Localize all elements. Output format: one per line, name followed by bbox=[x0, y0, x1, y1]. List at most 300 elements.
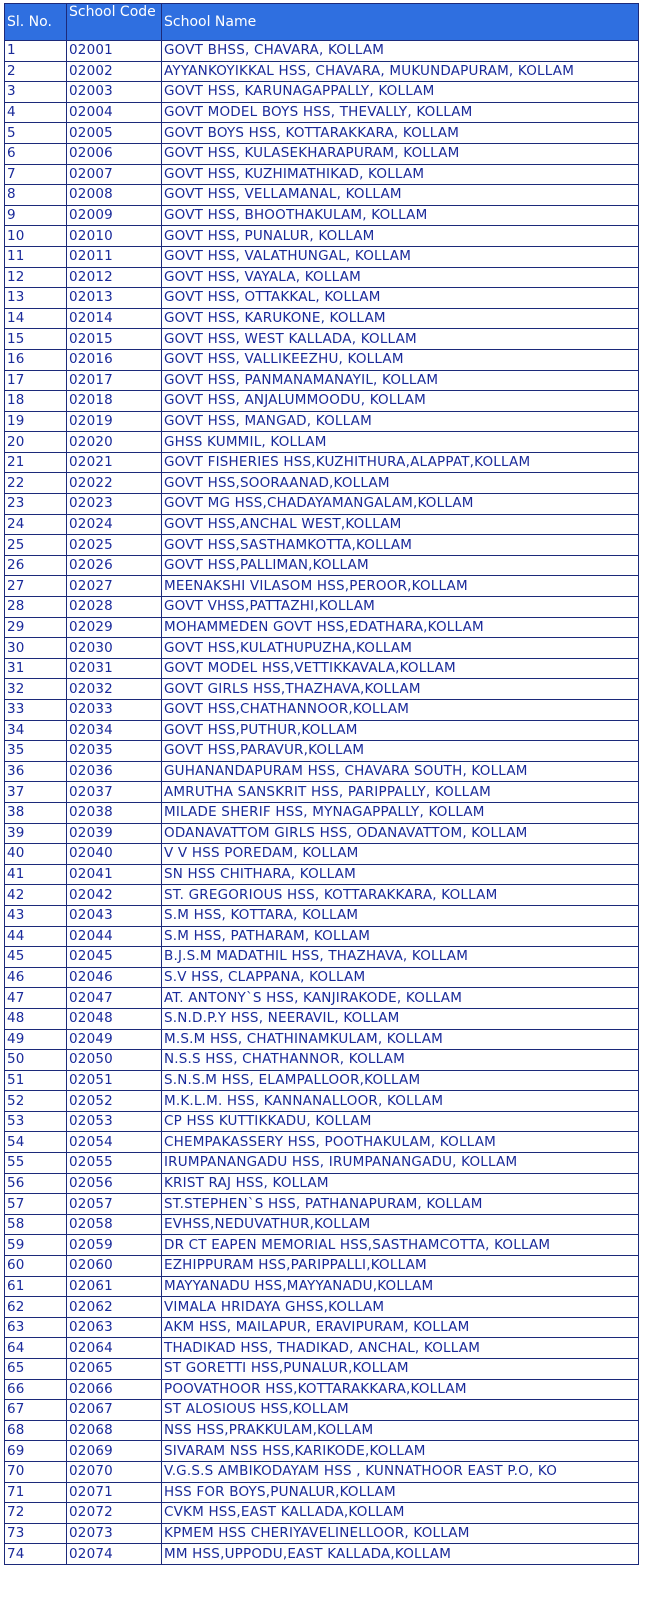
cell-school-code: 02047 bbox=[67, 988, 162, 1009]
table-row bbox=[5, 226, 639, 247]
cell-sl-no: 35 bbox=[5, 741, 67, 762]
table-row bbox=[5, 988, 639, 1009]
cell-sl-no: 4 bbox=[5, 102, 67, 123]
cell-school-code: 02074 bbox=[67, 1544, 162, 1565]
table-row bbox=[5, 473, 639, 494]
table-row bbox=[5, 41, 639, 62]
cell-school-name: GOVT MG HSS,CHADAYAMANGALAM,KOLLAM bbox=[162, 494, 639, 515]
table-row bbox=[5, 761, 639, 782]
cell-school-name: GOVT HSS,PALLIMAN,KOLLAM bbox=[162, 555, 639, 576]
table-row bbox=[5, 143, 639, 164]
cell-school-name: MOHAMMEDEN GOVT HSS,EDATHARA,KOLLAM bbox=[162, 617, 639, 638]
cell-school-code: 02032 bbox=[67, 679, 162, 700]
table-row bbox=[5, 164, 639, 185]
table-row bbox=[5, 267, 639, 288]
table-row bbox=[5, 700, 639, 721]
table-row bbox=[5, 308, 639, 329]
cell-school-name: GOVT HSS, PANMANAMANAYIL, KOLLAM bbox=[162, 370, 639, 391]
cell-school-code: 02016 bbox=[67, 349, 162, 370]
cell-sl-no: 65 bbox=[5, 1359, 67, 1380]
cell-sl-no: 23 bbox=[5, 494, 67, 515]
table-row bbox=[5, 1111, 639, 1132]
table-body bbox=[5, 41, 639, 1565]
cell-school-name: N.S.S HSS, CHATHANNOR, KOLLAM bbox=[162, 1050, 639, 1071]
cell-school-name: IRUMPANANGADU HSS, IRUMPANANGADU, KOLLAM bbox=[162, 1153, 639, 1174]
cell-sl-no: 37 bbox=[5, 782, 67, 803]
cell-sl-no: 6 bbox=[5, 143, 67, 164]
header-sl-no: Sl. No. bbox=[5, 4, 67, 41]
cell-sl-no: 16 bbox=[5, 349, 67, 370]
cell-school-code: 02028 bbox=[67, 597, 162, 618]
cell-school-code: 02071 bbox=[67, 1482, 162, 1503]
table-row bbox=[5, 1503, 639, 1524]
cell-school-code: 02009 bbox=[67, 205, 162, 226]
table-row bbox=[5, 1194, 639, 1215]
cell-school-code: 02061 bbox=[67, 1276, 162, 1297]
cell-school-name: GOVT HSS, VAYALA, KOLLAM bbox=[162, 267, 639, 288]
cell-school-name: ODANAVATTOM GIRLS HSS, ODANAVATTOM, KOLLAM bbox=[162, 823, 639, 844]
table-row bbox=[5, 844, 639, 865]
cell-sl-no: 24 bbox=[5, 514, 67, 535]
cell-school-code: 02033 bbox=[67, 700, 162, 721]
cell-sl-no: 32 bbox=[5, 679, 67, 700]
cell-school-name: CVKM HSS,EAST KALLADA,KOLLAM bbox=[162, 1503, 639, 1524]
table-row bbox=[5, 658, 639, 679]
cell-school-code: 02027 bbox=[67, 576, 162, 597]
table-row bbox=[5, 494, 639, 515]
cell-sl-no: 53 bbox=[5, 1111, 67, 1132]
table-row bbox=[5, 1235, 639, 1256]
cell-school-code: 02004 bbox=[67, 102, 162, 123]
cell-sl-no: 19 bbox=[5, 411, 67, 432]
cell-school-code: 02019 bbox=[67, 411, 162, 432]
table-row bbox=[5, 1132, 639, 1153]
table-row bbox=[5, 1400, 639, 1421]
cell-school-name: GOVT HSS, ANJALUMMOODU, KOLLAM bbox=[162, 391, 639, 412]
cell-school-code: 02067 bbox=[67, 1400, 162, 1421]
cell-school-code: 02062 bbox=[67, 1297, 162, 1318]
cell-school-name: SIVARAM NSS HSS,KARIKODE,KOLLAM bbox=[162, 1441, 639, 1462]
cell-school-code: 02065 bbox=[67, 1359, 162, 1380]
cell-sl-no: 62 bbox=[5, 1297, 67, 1318]
cell-school-name: CP HSS KUTTIKKADU, KOLLAM bbox=[162, 1111, 639, 1132]
cell-school-code: 02007 bbox=[67, 164, 162, 185]
cell-school-name: THADIKAD HSS, THADIKAD, ANCHAL, KOLLAM bbox=[162, 1338, 639, 1359]
cell-school-name: GOVT HSS,SASTHAMKOTTA,KOLLAM bbox=[162, 535, 639, 556]
cell-school-code: 02073 bbox=[67, 1523, 162, 1544]
cell-school-code: 02055 bbox=[67, 1153, 162, 1174]
cell-school-name: VIMALA HRIDAYA GHSS,KOLLAM bbox=[162, 1297, 639, 1318]
cell-school-name: NSS HSS,PRAKKULAM,KOLLAM bbox=[162, 1420, 639, 1441]
cell-sl-no: 74 bbox=[5, 1544, 67, 1565]
cell-school-code: 02029 bbox=[67, 617, 162, 638]
table-row bbox=[5, 782, 639, 803]
cell-school-code: 02066 bbox=[67, 1379, 162, 1400]
cell-school-name: S.M HSS, KOTTARA, KOLLAM bbox=[162, 905, 639, 926]
cell-school-name: SN HSS CHITHARA, KOLLAM bbox=[162, 864, 639, 885]
table-row bbox=[5, 617, 639, 638]
table-row bbox=[5, 1050, 639, 1071]
cell-sl-no: 45 bbox=[5, 947, 67, 968]
table-row bbox=[5, 1461, 639, 1482]
cell-school-name: S.N.D.P.Y HSS, NEERAVIL, KOLLAM bbox=[162, 1008, 639, 1029]
cell-school-code: 02063 bbox=[67, 1317, 162, 1338]
cell-school-name: GOVT FISHERIES HSS,KUZHITHURA,ALAPPAT,KOLLAM bbox=[162, 452, 639, 473]
table-row bbox=[5, 802, 639, 823]
cell-school-code: 02030 bbox=[67, 638, 162, 659]
cell-sl-no: 71 bbox=[5, 1482, 67, 1503]
cell-sl-no: 58 bbox=[5, 1214, 67, 1235]
cell-school-code: 02034 bbox=[67, 720, 162, 741]
table-row bbox=[5, 679, 639, 700]
cell-sl-no: 48 bbox=[5, 1008, 67, 1029]
cell-school-code: 02022 bbox=[67, 473, 162, 494]
cell-school-name: GOVT HSS,SOORAANAD,KOLLAM bbox=[162, 473, 639, 494]
cell-sl-no: 26 bbox=[5, 555, 67, 576]
cell-sl-no: 43 bbox=[5, 905, 67, 926]
table-row bbox=[5, 1482, 639, 1503]
table-header bbox=[5, 4, 639, 41]
cell-school-name: AYYANKOYIKKAL HSS, CHAVARA, MUKUNDAPURAM, KOLLAM bbox=[162, 61, 639, 82]
cell-school-name: EVHSS,NEDUVATHUR,KOLLAM bbox=[162, 1214, 639, 1235]
cell-sl-no: 15 bbox=[5, 329, 67, 350]
cell-school-code: 02048 bbox=[67, 1008, 162, 1029]
cell-school-name: GOVT HSS, MANGAD, KOLLAM bbox=[162, 411, 639, 432]
cell-school-name: DR CT EAPEN MEMORIAL HSS,SASTHAMCOTTA, KOLLAM bbox=[162, 1235, 639, 1256]
cell-school-name: GOVT HSS, VALATHUNGAL, KOLLAM bbox=[162, 246, 639, 267]
table-row bbox=[5, 1214, 639, 1235]
cell-school-code: 02046 bbox=[67, 967, 162, 988]
cell-school-code: 02005 bbox=[67, 123, 162, 144]
table-row bbox=[5, 1359, 639, 1380]
cell-sl-no: 11 bbox=[5, 246, 67, 267]
cell-school-name: GOVT HSS, PUNALUR, KOLLAM bbox=[162, 226, 639, 247]
cell-school-code: 02045 bbox=[67, 947, 162, 968]
cell-school-name: GOVT HSS,CHATHANNOOR,KOLLAM bbox=[162, 700, 639, 721]
cell-sl-no: 52 bbox=[5, 1091, 67, 1112]
cell-sl-no: 12 bbox=[5, 267, 67, 288]
cell-sl-no: 41 bbox=[5, 864, 67, 885]
cell-school-code: 02040 bbox=[67, 844, 162, 865]
cell-school-name: GOVT HSS, BHOOTHAKULAM, KOLLAM bbox=[162, 205, 639, 226]
cell-school-name: GOVT HSS, KULASEKHARAPURAM, KOLLAM bbox=[162, 143, 639, 164]
cell-school-name: MAYYANADU HSS,MAYYANADU,KOLLAM bbox=[162, 1276, 639, 1297]
cell-sl-no: 20 bbox=[5, 432, 67, 453]
school-list-table bbox=[4, 3, 639, 1565]
cell-school-code: 02041 bbox=[67, 864, 162, 885]
cell-school-name: GOVT MODEL BOYS HSS, THEVALLY, KOLLAM bbox=[162, 102, 639, 123]
cell-school-code: 02003 bbox=[67, 82, 162, 103]
table-row bbox=[5, 1420, 639, 1441]
cell-sl-no: 55 bbox=[5, 1153, 67, 1174]
cell-school-code: 02060 bbox=[67, 1256, 162, 1277]
cell-sl-no: 10 bbox=[5, 226, 67, 247]
cell-school-code: 02039 bbox=[67, 823, 162, 844]
cell-school-name: POOVATHOOR HSS,KOTTARAKKARA,KOLLAM bbox=[162, 1379, 639, 1400]
cell-sl-no: 64 bbox=[5, 1338, 67, 1359]
cell-sl-no: 40 bbox=[5, 844, 67, 865]
cell-school-name: KPMEM HSS CHERIYAVELINELLOOR, KOLLAM bbox=[162, 1523, 639, 1544]
cell-sl-no: 21 bbox=[5, 452, 67, 473]
table-row bbox=[5, 905, 639, 926]
cell-sl-no: 27 bbox=[5, 576, 67, 597]
table-row bbox=[5, 864, 639, 885]
cell-sl-no: 46 bbox=[5, 967, 67, 988]
table-row bbox=[5, 1276, 639, 1297]
cell-school-code: 02020 bbox=[67, 432, 162, 453]
cell-sl-no: 22 bbox=[5, 473, 67, 494]
cell-sl-no: 17 bbox=[5, 370, 67, 391]
cell-school-name: V.G.S.S AMBIKODAYAM HSS , KUNNATHOOR EAST P.O, KO bbox=[162, 1461, 639, 1482]
table-row bbox=[5, 1338, 639, 1359]
cell-sl-no: 67 bbox=[5, 1400, 67, 1421]
table-row bbox=[5, 349, 639, 370]
cell-school-name: MILADE SHERIF HSS, MYNAGAPPALLY, KOLLAM bbox=[162, 802, 639, 823]
cell-sl-no: 44 bbox=[5, 926, 67, 947]
cell-school-name: HSS FOR BOYS,PUNALUR,KOLLAM bbox=[162, 1482, 639, 1503]
cell-school-code: 02008 bbox=[67, 185, 162, 206]
cell-sl-no: 25 bbox=[5, 535, 67, 556]
table-row bbox=[5, 1008, 639, 1029]
cell-sl-no: 50 bbox=[5, 1050, 67, 1071]
table-row bbox=[5, 288, 639, 309]
table-row bbox=[5, 555, 639, 576]
cell-school-name: ST GORETTI HSS,PUNALUR,KOLLAM bbox=[162, 1359, 639, 1380]
cell-school-name: GOVT BHSS, CHAVARA, KOLLAM bbox=[162, 41, 639, 62]
cell-school-name: GOVT HSS,ANCHAL WEST,KOLLAM bbox=[162, 514, 639, 535]
cell-school-code: 02023 bbox=[67, 494, 162, 515]
cell-school-code: 02054 bbox=[67, 1132, 162, 1153]
table-row bbox=[5, 947, 639, 968]
table-row bbox=[5, 102, 639, 123]
table-row bbox=[5, 1153, 639, 1174]
cell-school-name: ST.STEPHEN`S HSS, PATHANAPURAM, KOLLAM bbox=[162, 1194, 639, 1215]
cell-sl-no: 1 bbox=[5, 41, 67, 62]
cell-sl-no: 39 bbox=[5, 823, 67, 844]
cell-school-code: 02037 bbox=[67, 782, 162, 803]
table-row bbox=[5, 123, 639, 144]
cell-sl-no: 2 bbox=[5, 61, 67, 82]
cell-school-code: 02070 bbox=[67, 1461, 162, 1482]
cell-sl-no: 13 bbox=[5, 288, 67, 309]
table-row bbox=[5, 1544, 639, 1565]
cell-school-code: 02059 bbox=[67, 1235, 162, 1256]
table-row bbox=[5, 1317, 639, 1338]
cell-school-code: 02035 bbox=[67, 741, 162, 762]
cell-sl-no: 5 bbox=[5, 123, 67, 144]
cell-school-name: GOVT HSS,PARAVUR,KOLLAM bbox=[162, 741, 639, 762]
cell-school-name: GOVT HSS, VELLAMANAL, KOLLAM bbox=[162, 185, 639, 206]
cell-school-code: 02051 bbox=[67, 1070, 162, 1091]
table-row bbox=[5, 576, 639, 597]
table-row bbox=[5, 61, 639, 82]
cell-school-code: 02050 bbox=[67, 1050, 162, 1071]
cell-school-name: M.S.M HSS, CHATHINAMKULAM, KOLLAM bbox=[162, 1029, 639, 1050]
cell-school-code: 02018 bbox=[67, 391, 162, 412]
cell-sl-no: 72 bbox=[5, 1503, 67, 1524]
cell-sl-no: 31 bbox=[5, 658, 67, 679]
cell-school-name: EZHIPPURAM HSS,PARIPPALLI,KOLLAM bbox=[162, 1256, 639, 1277]
cell-sl-no: 59 bbox=[5, 1235, 67, 1256]
cell-sl-no: 29 bbox=[5, 617, 67, 638]
table-row bbox=[5, 597, 639, 618]
cell-school-code: 02043 bbox=[67, 905, 162, 926]
cell-sl-no: 42 bbox=[5, 885, 67, 906]
cell-school-code: 02025 bbox=[67, 535, 162, 556]
table-row bbox=[5, 205, 639, 226]
cell-sl-no: 8 bbox=[5, 185, 67, 206]
cell-sl-no: 36 bbox=[5, 761, 67, 782]
cell-sl-no: 49 bbox=[5, 1029, 67, 1050]
cell-school-name: KRIST RAJ HSS, KOLLAM bbox=[162, 1173, 639, 1194]
cell-school-name: AKM HSS, MAILAPUR, ERAVIPURAM, KOLLAM bbox=[162, 1317, 639, 1338]
table-row bbox=[5, 391, 639, 412]
cell-sl-no: 51 bbox=[5, 1070, 67, 1091]
cell-sl-no: 54 bbox=[5, 1132, 67, 1153]
table-row bbox=[5, 82, 639, 103]
table-row bbox=[5, 1297, 639, 1318]
table-row bbox=[5, 823, 639, 844]
table-row bbox=[5, 246, 639, 267]
table-row bbox=[5, 432, 639, 453]
cell-school-code: 02053 bbox=[67, 1111, 162, 1132]
cell-school-code: 02064 bbox=[67, 1338, 162, 1359]
table-row bbox=[5, 885, 639, 906]
cell-sl-no: 38 bbox=[5, 802, 67, 823]
table-row bbox=[5, 638, 639, 659]
cell-school-name: GOVT BOYS HSS, KOTTARAKKARA, KOLLAM bbox=[162, 123, 639, 144]
cell-school-code: 02002 bbox=[67, 61, 162, 82]
cell-sl-no: 34 bbox=[5, 720, 67, 741]
cell-school-name: MM HSS,UPPODU,EAST KALLADA,KOLLAM bbox=[162, 1544, 639, 1565]
cell-sl-no: 63 bbox=[5, 1317, 67, 1338]
cell-school-code: 02044 bbox=[67, 926, 162, 947]
cell-school-code: 02026 bbox=[67, 555, 162, 576]
cell-school-code: 02069 bbox=[67, 1441, 162, 1462]
cell-school-name: GHSS KUMMIL, KOLLAM bbox=[162, 432, 639, 453]
cell-school-name: GOVT HSS, KARUNAGAPPALLY, KOLLAM bbox=[162, 82, 639, 103]
cell-school-code: 02058 bbox=[67, 1214, 162, 1235]
cell-school-code: 02014 bbox=[67, 308, 162, 329]
table-row bbox=[5, 514, 639, 535]
cell-school-code: 02021 bbox=[67, 452, 162, 473]
table-row bbox=[5, 1256, 639, 1277]
cell-school-code: 02031 bbox=[67, 658, 162, 679]
cell-sl-no: 56 bbox=[5, 1173, 67, 1194]
cell-sl-no: 18 bbox=[5, 391, 67, 412]
cell-sl-no: 14 bbox=[5, 308, 67, 329]
cell-school-code: 02056 bbox=[67, 1173, 162, 1194]
cell-school-code: 02049 bbox=[67, 1029, 162, 1050]
cell-sl-no: 33 bbox=[5, 700, 67, 721]
cell-school-code: 02024 bbox=[67, 514, 162, 535]
cell-school-name: V V HSS POREDAM, KOLLAM bbox=[162, 844, 639, 865]
table-row bbox=[5, 329, 639, 350]
table-row bbox=[5, 720, 639, 741]
cell-school-name: GOVT HSS,PUTHUR,KOLLAM bbox=[162, 720, 639, 741]
cell-school-code: 02036 bbox=[67, 761, 162, 782]
cell-school-code: 02052 bbox=[67, 1091, 162, 1112]
cell-school-code: 02010 bbox=[67, 226, 162, 247]
cell-school-name: AMRUTHA SANSKRIT HSS, PARIPPALLY, KOLLAM bbox=[162, 782, 639, 803]
cell-school-name: GOVT HSS, OTTAKKAL, KOLLAM bbox=[162, 288, 639, 309]
table-row bbox=[5, 1029, 639, 1050]
cell-school-name: GOVT HSS,KULATHUPUZHA,KOLLAM bbox=[162, 638, 639, 659]
cell-school-name: GUHANANDAPURAM HSS, CHAVARA SOUTH, KOLLAM bbox=[162, 761, 639, 782]
cell-sl-no: 66 bbox=[5, 1379, 67, 1400]
table-row bbox=[5, 535, 639, 556]
cell-school-code: 02068 bbox=[67, 1420, 162, 1441]
cell-school-code: 02012 bbox=[67, 267, 162, 288]
cell-school-name: GOVT HSS, WEST KALLADA, KOLLAM bbox=[162, 329, 639, 350]
cell-sl-no: 30 bbox=[5, 638, 67, 659]
cell-school-code: 02015 bbox=[67, 329, 162, 350]
cell-sl-no: 70 bbox=[5, 1461, 67, 1482]
cell-school-name: S.M HSS, PATHARAM, KOLLAM bbox=[162, 926, 639, 947]
cell-school-code: 02006 bbox=[67, 143, 162, 164]
cell-sl-no: 60 bbox=[5, 1256, 67, 1277]
cell-school-name: B.J.S.M MADATHIL HSS, THAZHAVA, KOLLAM bbox=[162, 947, 639, 968]
header-school-name: School Name bbox=[162, 4, 639, 41]
cell-school-code: 02011 bbox=[67, 246, 162, 267]
cell-school-name: M.K.L.M. HSS, KANNANALLOOR, KOLLAM bbox=[162, 1091, 639, 1112]
cell-school-code: 02001 bbox=[67, 41, 162, 62]
cell-school-name: GOVT HSS, KUZHIMATHIKAD, KOLLAM bbox=[162, 164, 639, 185]
cell-school-name: AT. ANTONY`S HSS, KANJIRAKODE, KOLLAM bbox=[162, 988, 639, 1009]
cell-school-code: 02038 bbox=[67, 802, 162, 823]
cell-sl-no: 47 bbox=[5, 988, 67, 1009]
table-row bbox=[5, 741, 639, 762]
table-row bbox=[5, 1070, 639, 1091]
cell-sl-no: 61 bbox=[5, 1276, 67, 1297]
cell-sl-no: 68 bbox=[5, 1420, 67, 1441]
cell-school-name: GOVT VHSS,PATTAZHI,KOLLAM bbox=[162, 597, 639, 618]
cell-school-name: GOVT GIRLS HSS,THAZHAVA,KOLLAM bbox=[162, 679, 639, 700]
table-row bbox=[5, 926, 639, 947]
cell-school-name: GOVT HSS, KARUKONE, KOLLAM bbox=[162, 308, 639, 329]
table-row bbox=[5, 1379, 639, 1400]
cell-school-name: S.V HSS, CLAPPANA, KOLLAM bbox=[162, 967, 639, 988]
cell-sl-no: 69 bbox=[5, 1441, 67, 1462]
header-row bbox=[5, 4, 639, 41]
table-row bbox=[5, 1441, 639, 1462]
table-row bbox=[5, 1523, 639, 1544]
cell-school-code: 02042 bbox=[67, 885, 162, 906]
cell-school-name: S.N.S.M HSS, ELAMPALLOOR,KOLLAM bbox=[162, 1070, 639, 1091]
cell-school-name: MEENAKSHI VILASOM HSS,PEROOR,KOLLAM bbox=[162, 576, 639, 597]
cell-school-code: 02017 bbox=[67, 370, 162, 391]
cell-sl-no: 3 bbox=[5, 82, 67, 103]
cell-school-name: ST ALOSIOUS HSS,KOLLAM bbox=[162, 1400, 639, 1421]
cell-school-name: CHEMPAKASSERY HSS, POOTHAKULAM, KOLLAM bbox=[162, 1132, 639, 1153]
cell-school-code: 02057 bbox=[67, 1194, 162, 1215]
table-row bbox=[5, 452, 639, 473]
table-row bbox=[5, 967, 639, 988]
cell-sl-no: 73 bbox=[5, 1523, 67, 1544]
cell-sl-no: 7 bbox=[5, 164, 67, 185]
cell-sl-no: 28 bbox=[5, 597, 67, 618]
table-row bbox=[5, 370, 639, 391]
table-row bbox=[5, 1091, 639, 1112]
cell-school-code: 02013 bbox=[67, 288, 162, 309]
table-row bbox=[5, 411, 639, 432]
table-row bbox=[5, 185, 639, 206]
table-row bbox=[5, 1173, 639, 1194]
cell-school-code: 02072 bbox=[67, 1503, 162, 1524]
header-school-code: School Code bbox=[67, 4, 162, 41]
cell-sl-no: 57 bbox=[5, 1194, 67, 1215]
cell-school-name: GOVT HSS, VALLIKEEZHU, KOLLAM bbox=[162, 349, 639, 370]
